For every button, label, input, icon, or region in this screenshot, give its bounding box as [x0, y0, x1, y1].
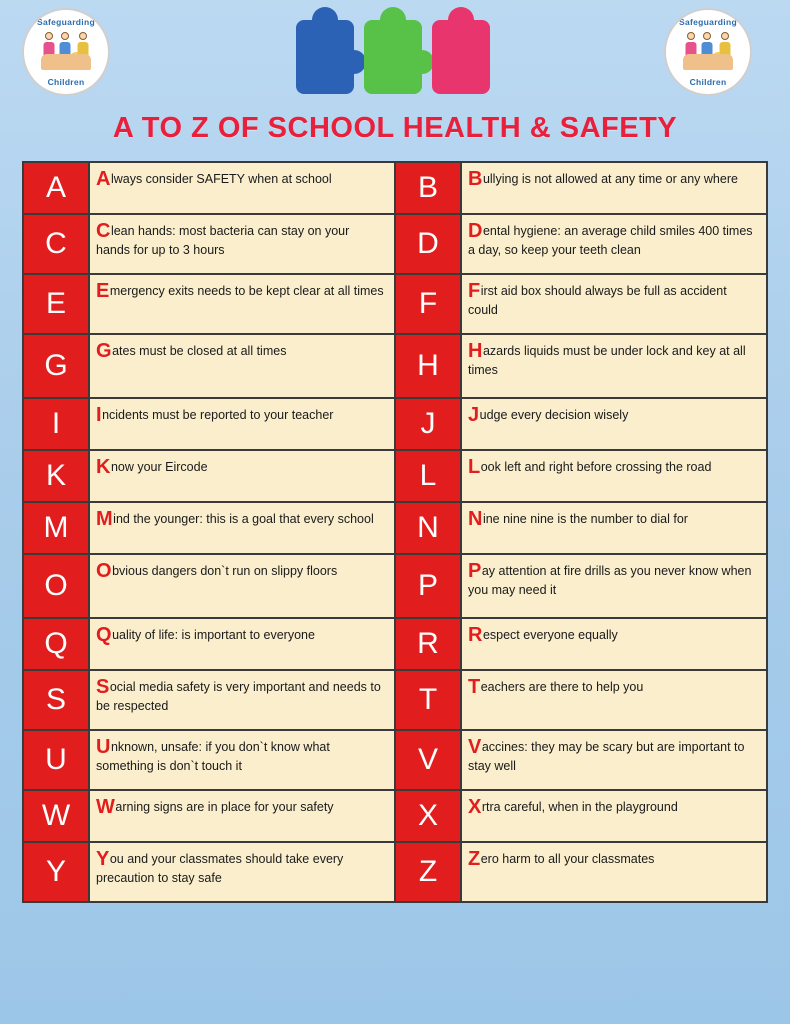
- letter-cell: K: [24, 451, 88, 501]
- entry-text-cell: [462, 451, 766, 501]
- letter-cell: J: [396, 399, 460, 449]
- drop-cap-initial: Z: [468, 848, 481, 870]
- entry-text-cell: [462, 163, 766, 213]
- puzzle-piece-pink: [432, 20, 490, 94]
- table-row: [396, 671, 766, 729]
- letter-cell: Q: [24, 619, 88, 669]
- entry-text: udge every decision wisely: [479, 408, 629, 422]
- drop-cap-initial: Q: [96, 624, 112, 646]
- drop-cap-initial: U: [96, 736, 111, 758]
- letter-cell: Y: [24, 843, 88, 901]
- letter-cell: I: [24, 399, 88, 449]
- entry-text: uality of life: is important to everyone: [112, 628, 315, 642]
- entry-text-cell: [462, 503, 766, 553]
- table-row: [396, 791, 766, 841]
- drop-cap-initial: W: [96, 796, 115, 818]
- entry-text-cell: [90, 275, 394, 333]
- entry-text: arning signs are in place for your safety: [115, 800, 334, 814]
- a-to-z-left-column: [24, 163, 394, 901]
- entry-text-cell: [90, 791, 394, 841]
- logo-illustration: [678, 32, 738, 72]
- table-row: [24, 215, 394, 273]
- entry-text: bvious dangers don`t run on slippy floors: [112, 564, 338, 578]
- drop-cap-initial: B: [468, 168, 483, 190]
- table-row: [396, 215, 766, 273]
- table-row: [396, 555, 766, 617]
- table-row: [24, 731, 394, 789]
- letter-cell: E: [24, 275, 88, 333]
- drop-cap-initial: J: [468, 404, 480, 426]
- letter-cell: V: [396, 731, 460, 789]
- letter-cell: T: [396, 671, 460, 729]
- letter-cell: L: [396, 451, 460, 501]
- entry-text: mergency exits needs to be kept clear at all times: [109, 284, 384, 298]
- entry-text-cell: [462, 671, 766, 729]
- entry-text: ind the younger: this is a goal that every school: [113, 512, 374, 526]
- entry-text-cell: [90, 671, 394, 729]
- table-row: [396, 843, 766, 901]
- table-row: [396, 731, 766, 789]
- logo-bottom-text: Children: [47, 77, 85, 87]
- a-to-z-right-column: [396, 163, 766, 901]
- letter-cell: U: [24, 731, 88, 789]
- drop-cap-initial: A: [96, 168, 111, 190]
- letter-cell: W: [24, 791, 88, 841]
- entry-text: eachers are there to help you: [480, 680, 644, 694]
- entry-text: lean hands: most bacteria can stay on your hands for up to 3 hours: [96, 224, 350, 258]
- letter-cell: P: [396, 555, 460, 617]
- table-row: [24, 399, 394, 449]
- drop-cap-initial: E: [96, 280, 110, 302]
- drop-cap-initial: O: [96, 560, 112, 582]
- entry-text: ates must be closed at all times: [112, 344, 287, 358]
- entry-text: ero harm to all your classmates: [480, 852, 655, 866]
- drop-cap-initial: L: [468, 456, 481, 478]
- logo-top-text: Safeguarding: [37, 17, 95, 27]
- entry-text: azards liquids must be under lock and key at all times: [468, 344, 746, 378]
- drop-cap-initial: P: [468, 560, 482, 582]
- entry-text: ou and your classmates should take every precaution to stay safe: [96, 852, 344, 886]
- table-row: [396, 163, 766, 213]
- entry-text-cell: [90, 451, 394, 501]
- entry-text-cell: [90, 503, 394, 553]
- letter-cell: Z: [396, 843, 460, 901]
- entry-text-cell: [462, 619, 766, 669]
- table-row: [24, 275, 394, 333]
- entry-text-cell: [90, 335, 394, 397]
- drop-cap-initial: D: [468, 220, 483, 242]
- drop-cap-initial: S: [96, 676, 110, 698]
- hands-icon: [41, 54, 91, 70]
- puzzle-pieces-graphic: [290, 6, 500, 106]
- entry-text-cell: [462, 335, 766, 397]
- entry-text-cell: [462, 791, 766, 841]
- hands-icon: [683, 54, 733, 70]
- entry-text-cell: [90, 731, 394, 789]
- letter-cell: G: [24, 335, 88, 397]
- letter-cell: D: [396, 215, 460, 273]
- table-row: [24, 503, 394, 553]
- entry-text-cell: [90, 399, 394, 449]
- letter-cell: H: [396, 335, 460, 397]
- letter-cell: S: [24, 671, 88, 729]
- entry-text-cell: [462, 555, 766, 617]
- entry-text-cell: [462, 843, 766, 901]
- drop-cap-initial: X: [468, 796, 482, 818]
- entry-text-cell: [462, 275, 766, 333]
- puzzle-piece-blue: [296, 20, 354, 94]
- table-row: [24, 671, 394, 729]
- page-header: [0, 0, 790, 112]
- safeguarding-children-logo-left: [22, 8, 110, 96]
- table-row: [24, 791, 394, 841]
- logo-illustration: [36, 32, 96, 72]
- entry-text: ncidents must be reported to your teacher: [102, 408, 334, 422]
- drop-cap-initial: K: [96, 456, 111, 478]
- drop-cap-initial: V: [468, 736, 482, 758]
- letter-cell: F: [396, 275, 460, 333]
- drop-cap-initial: N: [468, 508, 483, 530]
- table-row: [396, 275, 766, 333]
- table-row: [24, 555, 394, 617]
- entry-text-cell: [90, 843, 394, 901]
- entry-text: ook left and right before crossing the road: [480, 460, 712, 474]
- letter-cell: X: [396, 791, 460, 841]
- letter-cell: A: [24, 163, 88, 213]
- entry-text: now your Eircode: [110, 460, 208, 474]
- letter-cell: B: [396, 163, 460, 213]
- drop-cap-initial: G: [96, 340, 112, 362]
- table-row: [24, 843, 394, 901]
- entry-text-cell: [462, 215, 766, 273]
- table-row: [396, 619, 766, 669]
- letter-cell: N: [396, 503, 460, 553]
- a-to-z-table: [22, 161, 768, 903]
- entry-text-cell: [90, 215, 394, 273]
- drop-cap-initial: R: [468, 624, 483, 646]
- entry-text-cell: [462, 731, 766, 789]
- entry-text: ine nine nine is the number to dial for: [482, 512, 688, 526]
- table-row: [396, 335, 766, 397]
- entry-text: ay attention at fire drills as you never know when you may need it: [468, 564, 752, 598]
- table-row: [24, 451, 394, 501]
- entry-text: espect everyone equally: [482, 628, 618, 642]
- puzzle-piece-green: [364, 20, 422, 94]
- logo-bottom-text: Children: [689, 77, 727, 87]
- entry-text: nknown, unsafe: if you don`t know what something is don`t touch it: [96, 740, 330, 774]
- logo-top-text: Safeguarding: [679, 17, 737, 27]
- drop-cap-initial: Y: [96, 848, 110, 870]
- entry-text-cell: [90, 555, 394, 617]
- entry-text-cell: [90, 619, 394, 669]
- entry-text: rtra careful, when in the playground: [481, 800, 678, 814]
- entry-text: ullying is not allowed at any time or any where: [482, 172, 738, 186]
- safeguarding-children-logo-right: [664, 8, 752, 96]
- table-row: [24, 619, 394, 669]
- letter-cell: M: [24, 503, 88, 553]
- entry-text: accines: they may be scary but are important to stay well: [468, 740, 745, 774]
- page-title: A TO Z OF SCHOOL HEALTH & SAFETY: [112, 112, 678, 144]
- table-row: [396, 451, 766, 501]
- table-row: [24, 335, 394, 397]
- entry-text: ental hygiene: an average child smiles 400 times a day, so keep your teeth clean: [468, 224, 753, 258]
- drop-cap-initial: T: [468, 676, 481, 698]
- entry-text-cell: [462, 399, 766, 449]
- drop-cap-initial: M: [96, 508, 113, 530]
- entry-text: lways consider SAFETY when at school: [110, 172, 332, 186]
- drop-cap-initial: H: [468, 340, 483, 362]
- letter-cell: R: [396, 619, 460, 669]
- table-row: [396, 503, 766, 553]
- entry-text-cell: [90, 163, 394, 213]
- letter-cell: O: [24, 555, 88, 617]
- entry-text: ocial media safety is very important and needs to be respected: [96, 680, 381, 714]
- letter-cell: C: [24, 215, 88, 273]
- table-row: [396, 399, 766, 449]
- table-row: [24, 163, 394, 213]
- drop-cap-initial: F: [468, 280, 481, 302]
- entry-text: irst aid box should always be full as accident could: [468, 284, 727, 318]
- drop-cap-initial: I: [96, 404, 102, 426]
- drop-cap-initial: C: [96, 220, 111, 242]
